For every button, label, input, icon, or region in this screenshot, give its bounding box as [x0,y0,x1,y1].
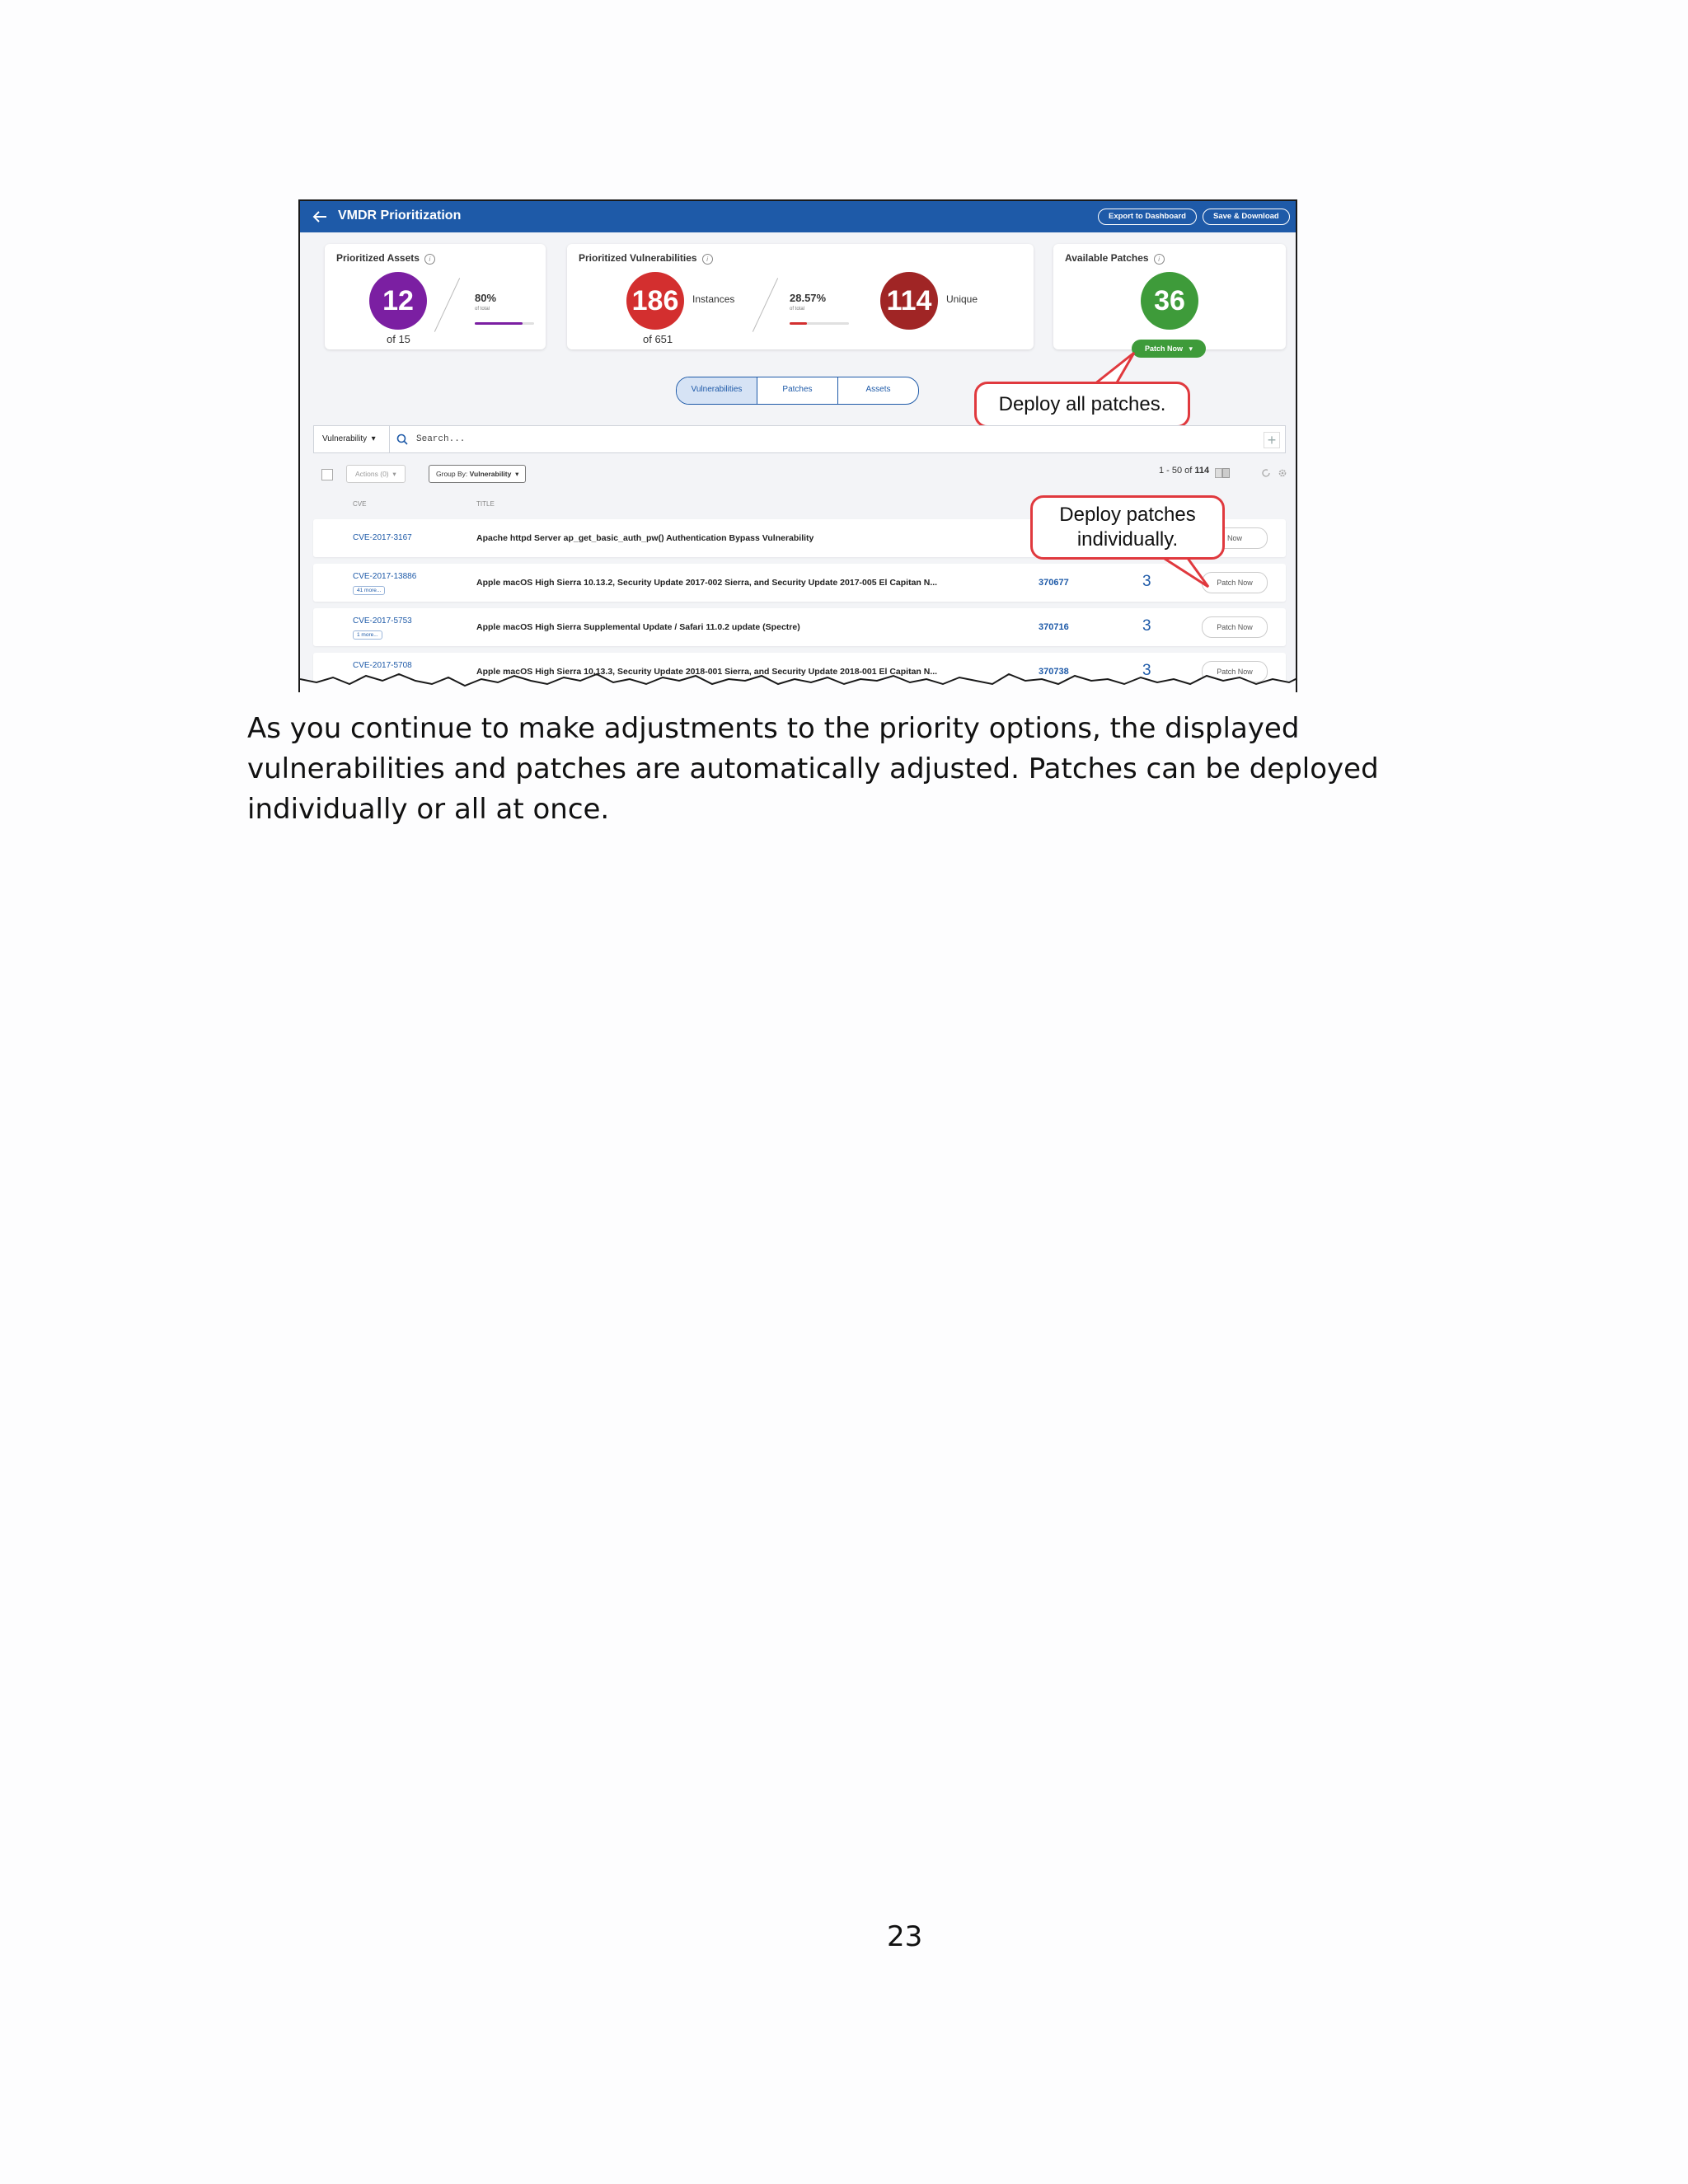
chevron-down-icon[interactable]: ▾ [1189,344,1193,353]
title-bar [300,201,1296,232]
patch-now-button[interactable]: Patch Now [1202,661,1268,682]
assets-progress-bar [475,322,534,325]
refresh-icon[interactable] [1261,468,1271,478]
prioritized-vulnerabilities-card [567,244,1034,349]
assets-total: of 15 [387,333,410,345]
search-input[interactable]: Search... [416,434,466,444]
pagination-info [1159,466,1209,476]
info-icon[interactable]: i [1154,254,1165,265]
back-arrow-icon[interactable] [310,207,330,227]
vulnerability-title: Apple macOS High Sierra 10.13.3, Security Update 2018-001 Sierra, and Security Update 2018-001 El Capitan N... [476,667,938,677]
select-all-checkbox[interactable] [321,469,333,480]
vulns-progress-bar [790,322,849,325]
assets-percent: 80% [475,292,497,304]
vulns-percent-label: of total [790,307,805,312]
callout-line-2: individually. [1076,528,1179,551]
available-patches-card [1053,244,1286,349]
patch-count[interactable]: 3 [1142,617,1151,635]
column-header-cve[interactable]: CVE [353,500,367,508]
group-by-dropdown[interactable]: Group By: Vulnerability ▾ [429,465,526,483]
vulnerability-title: Apple macOS High Sierra Supplemental Update / Safari 11.0.2 update (Spectre) [476,622,800,632]
vulnerability-title: Apache httpd Server ap_get_basic_auth_pw() Authentication Bypass Vulnerability [476,533,814,543]
card-title: Available Patches [1065,252,1149,264]
vulns-progress-fill [790,322,807,325]
view-tabs [676,377,919,405]
search-type-value: Vulnerability [322,434,368,443]
save-download-button[interactable]: Save & Download [1203,209,1290,225]
instances-count-circle: 186 [626,272,684,330]
search-type-select[interactable]: Vulnerability ▾ [314,426,390,452]
page-number: 23 [887,1920,923,1953]
callout-pointer-individual [1157,555,1215,588]
tab-patches[interactable]: Patches [757,377,838,404]
actions-label: Actions (0) [355,470,389,478]
unique-count-circle: 114 [880,272,938,330]
patch-count[interactable]: 3 [1142,662,1151,679]
patches-count-circle: 36 [1141,272,1198,330]
callout-pointer-all [1091,351,1149,386]
pager-range: 1 - 50 of [1159,466,1193,476]
prioritized-assets-card [325,244,546,349]
table-toolbar [313,463,1286,485]
callout-deploy-individually [1030,495,1225,560]
card-title: Prioritized Assets [336,252,420,264]
torn-edge [300,656,1297,692]
group-by-prefix: Group By: [436,470,468,478]
more-cves-tag[interactable]: 1 more... [353,630,382,640]
qid-link[interactable]: 370738 [1039,667,1069,677]
patch-count[interactable]: 3 [1142,573,1151,590]
group-by-value: Vulnerability [469,470,512,478]
qid-link[interactable]: 370716 [1039,622,1069,632]
search-bar [313,425,1286,453]
info-icon[interactable]: i [702,254,713,265]
tab-assets[interactable]: Assets [865,385,891,394]
plus-icon[interactable]: + [1264,432,1280,448]
unique-label: Unique [946,293,978,305]
patch-now-button[interactable]: Patch Now [1202,616,1268,638]
callout-line-1: Deploy patches [1059,504,1196,526]
tab-vulnerabilities[interactable]: Vulnerabilities [677,377,757,404]
table-row[interactable] [313,608,1286,646]
vulnerability-title: Apple macOS High Sierra 10.13.2, Security Update 2017-002 Sierra, and Security Update 2017-005 El Capitan N... [476,578,938,588]
assets-progress-fill [475,322,523,325]
caption-paragraph: As you continue to make adjustments to the priority options, the displayed vulnerabilities and patches are automatically adjusted. Patches can be deployed individually or all at once. [247,712,1379,826]
column-header-title[interactable]: TITLE [476,500,495,508]
card-title: Prioritized Vulnerabilities [579,252,697,264]
export-to-dashboard-button[interactable]: Export to Dashboard [1098,209,1197,225]
assets-count-circle: 12 [369,272,427,330]
qid-link[interactable]: 370677 [1039,578,1069,588]
search-icon [396,434,408,445]
actions-dropdown[interactable]: Actions (0) ▾ [346,465,406,483]
gear-icon[interactable] [1278,468,1287,478]
patch-now-button[interactable]: Patch Now [1202,572,1268,593]
cve-link[interactable]: CVE-2017-5708 [353,661,412,670]
column-settings-icon[interactable] [1215,468,1230,478]
patch-now-button[interactable]: Now [1202,527,1268,549]
divider [753,278,778,332]
vulns-total: of 651 [643,333,673,345]
table-row[interactable] [313,564,1286,602]
assets-percent-label: of total [475,307,490,312]
screenshot-figure [298,199,1297,692]
cve-link[interactable]: CVE-2017-3167 [353,533,412,542]
more-cves-tag[interactable]: 41 more... [353,586,385,595]
vulns-percent: 28.57% [790,292,827,304]
instances-label: Instances [692,293,735,305]
page-title: VMDR Prioritization [338,209,462,223]
patch-now-all-label: Patch Now [1144,344,1183,353]
cve-link[interactable]: CVE-2017-5753 [353,616,412,626]
callout-deploy-all: Deploy all patches. [974,382,1190,428]
divider [434,278,460,332]
pager-total: 114 [1194,466,1210,476]
cve-link[interactable]: CVE-2017-13886 [353,572,417,581]
info-icon[interactable]: i [424,254,435,265]
